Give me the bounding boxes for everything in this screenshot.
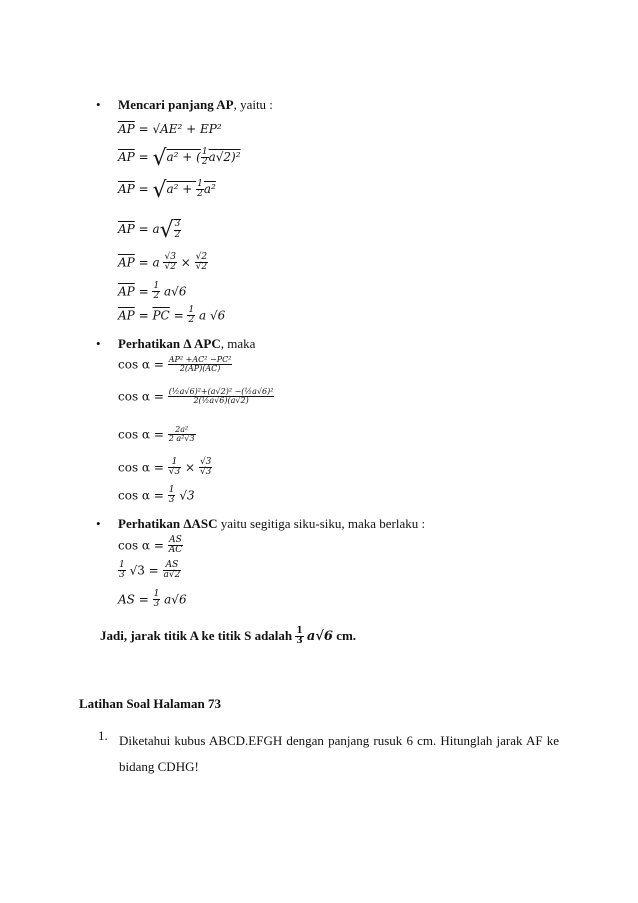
cos-step-3: cos α = $\frac{\text{2a²}}{\text{2 a²√3}}$ <box>118 425 195 444</box>
cos-step-1: cos α = $\frac{\text{AP² +AC² −PC²}}{2(AP)(AC)}$ <box>118 355 232 374</box>
question-text: Diketahui kubus ABCD.EFGH dengan panjang rusuk 6 cm. Hitunglah jarak AF ke bidang CDHG! <box>119 733 559 774</box>
bullet-marker: • <box>96 97 101 112</box>
ap-step-5: $\overline{AP} = a$ $\frac{√3}{√2}$ × $\frac{√2}{√2}$ <box>118 252 208 273</box>
question-number: 1. <box>98 728 108 743</box>
exercise-title: Latihan Soal Halaman 73 <box>79 696 221 711</box>
ap-step-6: $\overline{AP}$ = $\frac{1}{2}$ a√6 <box>118 281 187 302</box>
ap-step-4: $\overline{AP} = a√$ $\frac{3}{2}$ <box>118 218 181 243</box>
bullet-marker: • <box>96 516 101 531</box>
cos-step-4: cos α = $\frac{1}{√3}$ × $\frac{√3}{√3}$ <box>118 457 212 478</box>
bullet-heading-bold: Mencari panjang AP <box>118 97 234 112</box>
bullet-marker: • <box>96 336 101 351</box>
asc-step-1: cos α = $\frac{AS}{AC}$ <box>118 535 183 556</box>
asc-step-3: AS = $\frac{1}{3}$ a√6 <box>118 589 187 610</box>
ap-step-1: $\overline{AP} = √AE^2 + EP^2$ <box>118 122 222 136</box>
conclusion-text: Jadi, jarak titik A ke titik S adalah <box>100 627 293 643</box>
conclusion-unit: cm. <box>336 627 357 643</box>
ap-step-2: $\overline{AP} = √a^2$ + ( $\frac{1}{2}$ a√2)² <box>118 146 241 171</box>
asc-step-2: $\frac{1}{3}$ √3 = $\frac{AS}{a√2}$ <box>119 560 181 581</box>
cos-step-2: cos α = $\frac{\text{(½a√6)²+(a√2)² −(½a√6)²}}{\text{2(½a√6)(a√2)}}$ <box>118 387 274 406</box>
bullet-heading-bold: Perhatikan ΔASC <box>118 516 218 531</box>
bullet-heading-rest: , yaitu : <box>233 97 273 112</box>
cos-step-5: cos α = $\frac{1}{3}$ √3 <box>118 485 195 506</box>
ap-step-7: $\overline{AP} = \overline{PC}$ = $\frac{1}{2}$ a √6 <box>118 305 226 326</box>
bullet-heading-rest: yaitu segitiga siku-siku, maka berlaku : <box>217 516 426 531</box>
ap-step-3: $\overline{AP} = √a^2$ + $\frac{1}{2}$ a² <box>118 178 216 203</box>
bullet-heading-rest: , maka <box>220 336 256 351</box>
conclusion-value: a√6 <box>306 628 333 644</box>
conclusion-line: Jadi, jarak titik A ke titik S adalah $\frac{1}{3}$ a√6 cm. <box>100 626 357 647</box>
bullet-heading-bold: Perhatikan Δ APC <box>118 336 221 351</box>
